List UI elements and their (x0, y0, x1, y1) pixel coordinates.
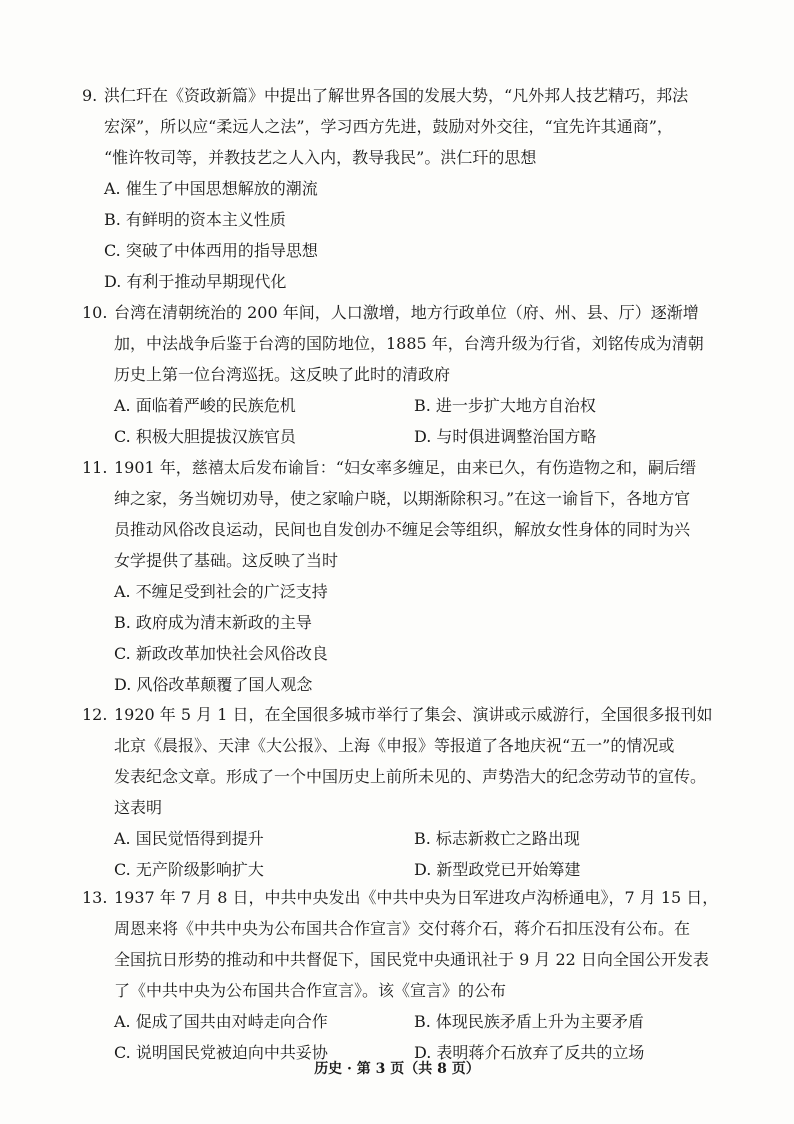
question-number: 11. (82, 458, 108, 477)
question-stem (82, 297, 722, 390)
option-d: D. 有利于推动早期现代化 (104, 272, 287, 291)
question-12 (82, 699, 722, 885)
option-a: A. 国民觉悟得到提升 (114, 829, 264, 848)
option-c: C. 说明国民党被迫向中共妥协 (114, 1043, 328, 1062)
question-11 (82, 452, 722, 700)
stem-text: 1937 年 7 月 8 日，中共中央发出《中共中央为日军进攻卢沟桥通电》，7 月 15 日， (114, 888, 719, 907)
options (82, 823, 722, 885)
question-number: 13. (82, 888, 108, 907)
option-b: B. 进一步扩大地方自治权 (414, 396, 596, 415)
stem-line: 加，中法战争后鉴于台湾的国防地位，1885 年，台湾升级为行省，刘铭传成为清朝 (114, 334, 704, 353)
options (82, 390, 722, 452)
stem-text: 洪仁玕在《资政新篇》中提出了解世界各国的发展大势，“凡外邦人技艺精巧，邦法 (104, 86, 689, 105)
question-stem (82, 452, 722, 576)
option-d: D. 风俗改革颠覆了国人观念 (114, 675, 313, 694)
stem-line (82, 882, 722, 913)
stem-line: 宏深”，所以应“柔远人之法”，学习西方先进，鼓励对外交往，“宜先许其通商”， (104, 117, 673, 136)
stem-line: 这表明 (114, 798, 163, 817)
stem-line: 历史上第一位台湾巡抚。这反映了此时的清政府 (114, 365, 451, 384)
page-footer: 历史 · 第 3 页（共 8 页） (314, 1061, 480, 1077)
option-b: B. 政府成为清末新政的主导 (114, 613, 312, 632)
option-b: B. 有鲜明的资本主义性质 (104, 210, 286, 229)
question-9 (82, 80, 722, 297)
stem-line: 北京《晨报》、天津《大公报》、上海《申报》等报道了各地庆祝“五一”的情况或 (114, 736, 675, 755)
option-a: A. 不缠足受到社会的广泛支持 (114, 582, 328, 601)
question-number: 9. (82, 86, 98, 105)
stem-line: 员推动风俗改良运动，民间也自发创办不缠足会等组织，解放女性身体的同时为兴 (114, 520, 691, 539)
option-d: D. 表明蒋介石放弃了反共的立场 (414, 1043, 645, 1062)
stem-line: 绅之家，务当婉切劝导，使之家喻户晓，以期渐除积习。”在这一谕旨下，各地方官 (114, 489, 691, 508)
option-b: B. 体现民族矛盾上升为主要矛盾 (414, 1012, 644, 1031)
option-d: D. 新型政党已开始筹建 (414, 860, 581, 879)
option-a: A. 催生了中国思想解放的潮流 (104, 179, 318, 198)
stem-line (82, 699, 722, 730)
stem-text: 1901 年，慈禧太后发布谕旨：“妇女率多缠足，由来已久，有伤造物之和，嗣后缙 (114, 458, 696, 477)
stem-line: 了《中共中央为公布国共合作宣言》。该《宣言》的公布 (114, 981, 507, 1000)
question-number: 12. (82, 705, 108, 724)
stem-text: 台湾在清朝统治的 200 年间，人口激增，地方行政单位（府、州、县、厅）逐渐增 (114, 303, 699, 322)
stem-line: 女学提供了基础。这反映了当时 (114, 551, 339, 570)
question-number: 10. (82, 303, 108, 322)
stem-line (82, 80, 722, 111)
options (82, 576, 722, 700)
option-c: C. 新政改革加快社会风俗改良 (114, 644, 328, 663)
option-b: B. 标志新救亡之路出现 (414, 829, 580, 848)
stem-line (82, 297, 722, 328)
option-c: C. 积极大胆提拔汉族官员 (114, 427, 296, 446)
stem-text: 1920 年 5 月 1 日，在全国很多城市举行了集会、演讲或示威游行，全国很多报刊如 (114, 705, 713, 724)
question-10 (82, 297, 722, 452)
stem-line: 全国抗日形势的推动和中共督促下，国民党中央通讯社于 9 月 22 日向全国公开发表 (114, 950, 709, 969)
options (82, 173, 722, 297)
stem-line: 周恩来将《中共中央为公布国共合作宣言》交付蒋介石，蒋介石扣压没有公布。在 (114, 919, 691, 938)
stem-line: “惟许牧司等，并教技艺之人入内，教导我民”。洪仁玕的思想 (104, 148, 537, 167)
option-a: A. 促成了国共由对峙走向合作 (114, 1012, 328, 1031)
question-stem (82, 80, 722, 173)
option-c: C. 突破了中体西用的指导思想 (104, 241, 318, 260)
stem-line (82, 452, 722, 483)
question-13 (82, 882, 722, 1068)
question-stem (82, 699, 722, 823)
question-stem (82, 882, 722, 1006)
stem-line: 发表纪念文章。形成了一个中国历史上前所未见的、声势浩大的纪念劳动节的宣传。 (114, 767, 707, 786)
option-a: A. 面临着严峻的民族危机 (114, 396, 296, 415)
option-d: D. 与时俱进调整治国方略 (414, 427, 597, 446)
option-c: C. 无产阶级影响扩大 (114, 860, 264, 879)
